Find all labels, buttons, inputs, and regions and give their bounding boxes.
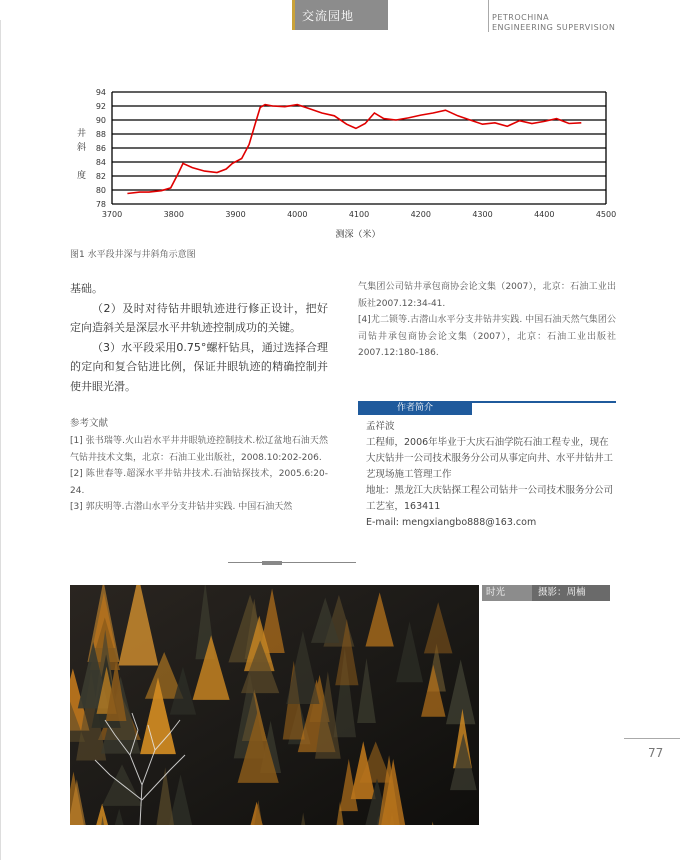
column-title: 交流园地 xyxy=(302,9,355,23)
x-axis-label: 测深（米） xyxy=(335,230,381,240)
y-tick-84: 84 xyxy=(95,158,106,167)
y-tick-80: 80 xyxy=(95,186,106,195)
paragraph-0: 基础。 xyxy=(70,282,103,295)
column-title-accent xyxy=(292,0,295,30)
y-tick-90: 90 xyxy=(95,116,106,125)
y-tick-88: 88 xyxy=(95,130,106,139)
page-number: 77 xyxy=(648,746,664,760)
photo-credit: 摄影：周楠 xyxy=(532,585,610,601)
y-tick-86: 86 xyxy=(95,144,106,153)
y-tick-78: 78 xyxy=(95,200,106,209)
reference-3: [3] 郭庆明等.古潜山水平分支井钻井实践. 中国石油天然 xyxy=(70,502,293,512)
reference-4: [4]尤二锁等.古潜山水平分支井钻井实践. 中国石油天然气集团公司钻井承包商协会论文集（2007），北京：石油工业出版社2007.12:180-186. xyxy=(358,315,616,358)
author-section-tag: 作者简介 xyxy=(358,401,472,415)
depth-inclination-chart xyxy=(70,84,630,244)
references-left xyxy=(70,415,328,516)
reference-3-continued: 气集团公司钻井承包商协会论文集（2007），北京：石油工业出版社2007.12:34-41. xyxy=(358,282,616,309)
author-address: 地址：黑龙江大庆钻探工程公司钻井一公司技术服务分公司工艺室，163411 xyxy=(366,485,614,512)
author-bio: 工程师，2006年毕业于大庆石油学院石油工程专业，现在大庆钻井一公司技术服务分公司从事定向井、水平井钻井工艺现场施工管理工作 xyxy=(366,437,614,480)
reference-1: [1] 张书瑞等.火山岩水平井井眼轨迹控制技术.松辽盆地石油天然气钻井技术文集，北京：石油工业出版社，2008.10:202-206. xyxy=(70,436,328,463)
x-tick-4300: 4300 xyxy=(472,210,493,219)
photo-title: 时光 xyxy=(482,585,532,601)
paragraph-2: （3）水平段采用0.75°螺杆钻具，通过选择合理的定向和复合钻进比例，保证井眼轨迹的精确控制并使井眼光滑。 xyxy=(70,340,328,393)
author-info xyxy=(366,419,618,531)
x-tick-4400: 4400 xyxy=(534,210,555,219)
y-axis-label-char-3: 度 xyxy=(77,171,87,181)
body-text-left xyxy=(70,279,328,396)
paragraph-1: （2）及时对待钻井眼轨迹进行修正设计，把好定向造斜关是深层水平井轨迹控制成功的关键。 xyxy=(70,301,328,334)
page-number-rule xyxy=(624,738,680,739)
forest-photo xyxy=(70,585,479,825)
y-tick-82: 82 xyxy=(95,172,106,181)
author-name: 孟祥波 xyxy=(366,421,395,432)
section-divider xyxy=(228,562,356,563)
y-axis-label-char-1: 井 xyxy=(77,129,87,139)
references-right xyxy=(358,279,616,362)
brand-line-2: ENGINEERING SUPERVISION xyxy=(492,23,616,32)
chart-gridlines xyxy=(112,92,606,204)
figure-caption: 图1 水平段井深与井斜角示意图 xyxy=(70,250,196,260)
page-left-edge xyxy=(0,20,1,860)
x-tick-3900: 3900 xyxy=(225,210,246,219)
x-tick-3800: 3800 xyxy=(163,210,184,219)
y-tick-92: 92 xyxy=(95,102,106,111)
x-tick-4000: 4000 xyxy=(287,210,308,219)
reference-2: [2] 陈世春等.超深水平井钻井技术.石油钻探技术，2005.6:20-24. xyxy=(70,469,328,496)
brand-line-1: PETROCHINA xyxy=(492,13,550,22)
x-tick-labels xyxy=(102,210,616,219)
author-email: E-mail: mengxiangbo888@163.com xyxy=(366,517,537,528)
y-tick-labels xyxy=(96,88,106,209)
y-axis-label-char-2: 斜 xyxy=(77,143,87,153)
x-tick-4100: 4100 xyxy=(348,210,370,219)
section-divider-mark xyxy=(262,561,282,565)
inclination-series-line xyxy=(127,105,581,194)
references-title: 参考文献 xyxy=(70,418,109,429)
x-tick-4200: 4200 xyxy=(410,210,431,219)
header-divider xyxy=(488,0,489,32)
x-tick-3700: 3700 xyxy=(101,210,123,219)
y-tick-94: 94 xyxy=(95,88,106,97)
x-tick-4500: 4500 xyxy=(595,210,617,219)
